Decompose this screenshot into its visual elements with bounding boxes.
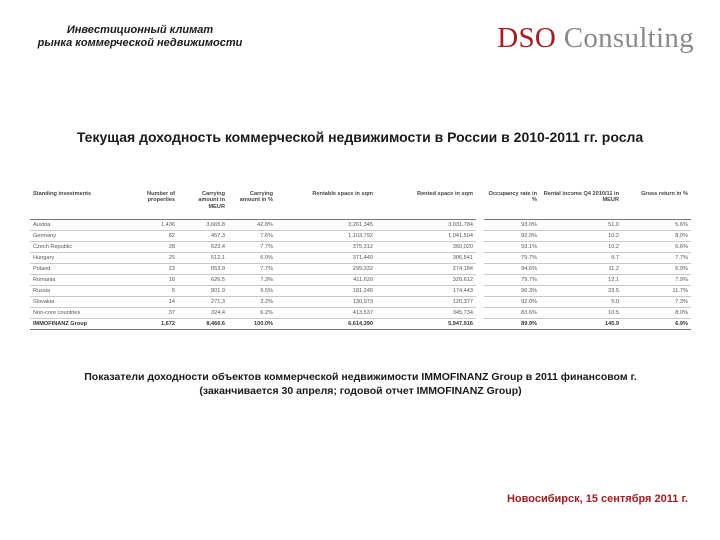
value-cell: 7.7% xyxy=(228,264,276,275)
value-cell: 12.1 xyxy=(540,275,622,286)
value-cell: 413,537 xyxy=(276,308,376,319)
table-row xyxy=(30,220,691,231)
value-cell: 23 xyxy=(136,264,178,275)
value-cell: 6.6% xyxy=(622,242,691,253)
value-cell: 7.9% xyxy=(622,275,691,286)
col-header: Standing investments xyxy=(30,189,136,220)
value-cell: 1,041,504 xyxy=(376,231,476,242)
logo-dso: DSO xyxy=(497,22,557,54)
row-label-cell: IMMOFINANZ Group xyxy=(30,319,136,330)
value-cell: 8.0% xyxy=(622,308,691,319)
value-cell: 8,466.6 xyxy=(178,319,228,330)
value-cell: 3.2% xyxy=(228,297,276,308)
col-header: Gross return in % xyxy=(622,189,691,220)
value-cell: 6.9% xyxy=(622,264,691,275)
table-row xyxy=(30,286,691,297)
value-cell: 42.8% xyxy=(228,220,276,231)
value-cell: 623.4 xyxy=(178,242,228,253)
value-cell: 371,440 xyxy=(276,253,376,264)
standing-investments-table xyxy=(30,189,691,330)
value-cell: 82 xyxy=(136,231,178,242)
column-gap xyxy=(476,319,484,330)
value-cell: 512.1 xyxy=(178,253,228,264)
table-total-row xyxy=(30,319,691,330)
col-header: Carrying amount in MEUR xyxy=(178,189,228,220)
table-row xyxy=(30,264,691,275)
value-cell: 6.0% xyxy=(228,253,276,264)
column-gap xyxy=(476,253,484,264)
value-cell: 83.6% xyxy=(484,308,540,319)
value-cell: 1,672 xyxy=(136,319,178,330)
value-cell: 11.2 xyxy=(540,264,622,275)
value-cell: 7.7% xyxy=(228,242,276,253)
value-cell: 329,612 xyxy=(376,275,476,286)
col-header: Rented space in sqm xyxy=(376,189,476,220)
presentation-section-title xyxy=(20,24,260,50)
table-row xyxy=(30,231,691,242)
col-header: Carrying amount in % xyxy=(228,189,276,220)
value-cell: 360,020 xyxy=(376,242,476,253)
table-caption xyxy=(30,370,691,398)
value-cell: 411,620 xyxy=(276,275,376,286)
value-cell: 324.4 xyxy=(178,308,228,319)
value-cell: 7.7% xyxy=(622,253,691,264)
column-gap xyxy=(476,220,484,231)
value-cell: 457.3 xyxy=(178,231,228,242)
column-gap xyxy=(476,189,484,220)
value-cell: 801.9 xyxy=(178,286,228,297)
table-row xyxy=(30,297,691,308)
value-cell: 3,665.8 xyxy=(178,220,228,231)
value-cell: 145.9 xyxy=(540,319,622,330)
value-cell: 11.7% xyxy=(622,286,691,297)
value-cell: 3,031,784 xyxy=(376,220,476,231)
value-cell: 271.3 xyxy=(178,297,228,308)
column-gap xyxy=(476,242,484,253)
value-cell: 306,541 xyxy=(376,253,476,264)
value-cell: 51.0 xyxy=(540,220,622,231)
value-cell: 1,436 xyxy=(136,220,178,231)
row-label-cell: Czech Republic xyxy=(30,242,136,253)
value-cell: 37 xyxy=(136,308,178,319)
column-gap xyxy=(476,308,484,319)
value-cell: 299,332 xyxy=(276,264,376,275)
col-header: Rental income Q4 2010/11 in MEUR xyxy=(540,189,622,220)
value-cell: 9.5% xyxy=(228,286,276,297)
value-cell: 181,245 xyxy=(276,286,376,297)
column-gap xyxy=(476,286,484,297)
section-title-line2: рынка коммерческой недвижимости xyxy=(37,37,243,49)
value-cell: 5 xyxy=(136,286,178,297)
footer-location-date: Новосибирск, 15 сентября 2011 г. xyxy=(506,493,688,505)
value-cell: 10.2 xyxy=(540,231,622,242)
value-cell: 92.9% xyxy=(484,231,540,242)
row-label-cell: Slovakia xyxy=(30,297,136,308)
value-cell: 6,614,390 xyxy=(276,319,376,330)
value-cell: 25 xyxy=(136,253,178,264)
value-cell: 130,973 xyxy=(276,297,376,308)
value-cell: 5.6% xyxy=(622,220,691,231)
caption-line2: (заканчивается 30 апреля; годовой отчет IMMOFINANZ Group) xyxy=(199,385,522,397)
col-header: Occupancy rate in % xyxy=(484,189,540,220)
table-row xyxy=(30,275,691,286)
value-cell: 10.5 xyxy=(540,308,622,319)
value-cell: 96.3% xyxy=(484,286,540,297)
slide-headline: Текущая доходность коммерческой недвижимости в России в 2010-2011 гг. росла xyxy=(76,129,644,145)
column-gap xyxy=(476,264,484,275)
value-cell: 79.7% xyxy=(484,253,540,264)
table-row xyxy=(30,242,691,253)
value-cell: 8.0% xyxy=(622,231,691,242)
value-cell: 7.3% xyxy=(622,297,691,308)
value-cell: 28 xyxy=(136,242,178,253)
value-cell: 93.1% xyxy=(484,242,540,253)
col-header: Rentable space in sqm xyxy=(276,189,376,220)
column-gap xyxy=(476,297,484,308)
table-row xyxy=(30,308,691,319)
value-cell: 23.5 xyxy=(540,286,622,297)
value-cell: 345,734 xyxy=(376,308,476,319)
row-label-cell: Germany xyxy=(30,231,136,242)
col-header: Number of properties xyxy=(136,189,178,220)
value-cell: 16 xyxy=(136,275,178,286)
table-row xyxy=(30,253,691,264)
value-cell: 174,443 xyxy=(376,286,476,297)
company-logo xyxy=(497,22,694,55)
table-header-row xyxy=(30,189,691,220)
value-cell: 1,103,792 xyxy=(276,231,376,242)
column-gap xyxy=(476,231,484,242)
value-cell: 5,947,916 xyxy=(376,319,476,330)
value-cell: 7.3% xyxy=(228,275,276,286)
value-cell: 375,312 xyxy=(276,242,376,253)
value-cell: 274,184 xyxy=(376,264,476,275)
value-cell: 94.6% xyxy=(484,264,540,275)
row-label-cell: Russia xyxy=(30,286,136,297)
value-cell: 626.5 xyxy=(178,275,228,286)
value-cell: 3,261,345 xyxy=(276,220,376,231)
value-cell: 9.7 xyxy=(540,253,622,264)
row-label-cell: Non-core countries xyxy=(30,308,136,319)
value-cell: 14 xyxy=(136,297,178,308)
logo-consulting: Consulting xyxy=(563,22,694,54)
value-cell: 6.9% xyxy=(622,319,691,330)
investments-table-image xyxy=(30,189,691,342)
value-cell: 5.0 xyxy=(540,297,622,308)
value-cell: 10.2 xyxy=(540,242,622,253)
value-cell: 120,377 xyxy=(376,297,476,308)
row-label-cell: Poland xyxy=(30,264,136,275)
value-cell: 6.2% xyxy=(228,308,276,319)
value-cell: 92.0% xyxy=(484,297,540,308)
row-label-cell: Hungary xyxy=(30,253,136,264)
value-cell: 79.7% xyxy=(484,275,540,286)
value-cell: 100.0% xyxy=(228,319,276,330)
row-label-cell: Romania xyxy=(30,275,136,286)
row-label-cell: Austria xyxy=(30,220,136,231)
column-gap xyxy=(476,275,484,286)
value-cell: 89.9% xyxy=(484,319,540,330)
value-cell: 7.6% xyxy=(228,231,276,242)
value-cell: 653.9 xyxy=(178,264,228,275)
caption-line1: Показатели доходности объектов коммерческой недвижимости IMMOFINANZ Group в 2011 финансовом г. xyxy=(84,371,637,383)
section-title-line1: Инвестиционный климат xyxy=(66,24,214,36)
value-cell: 93.0% xyxy=(484,220,540,231)
